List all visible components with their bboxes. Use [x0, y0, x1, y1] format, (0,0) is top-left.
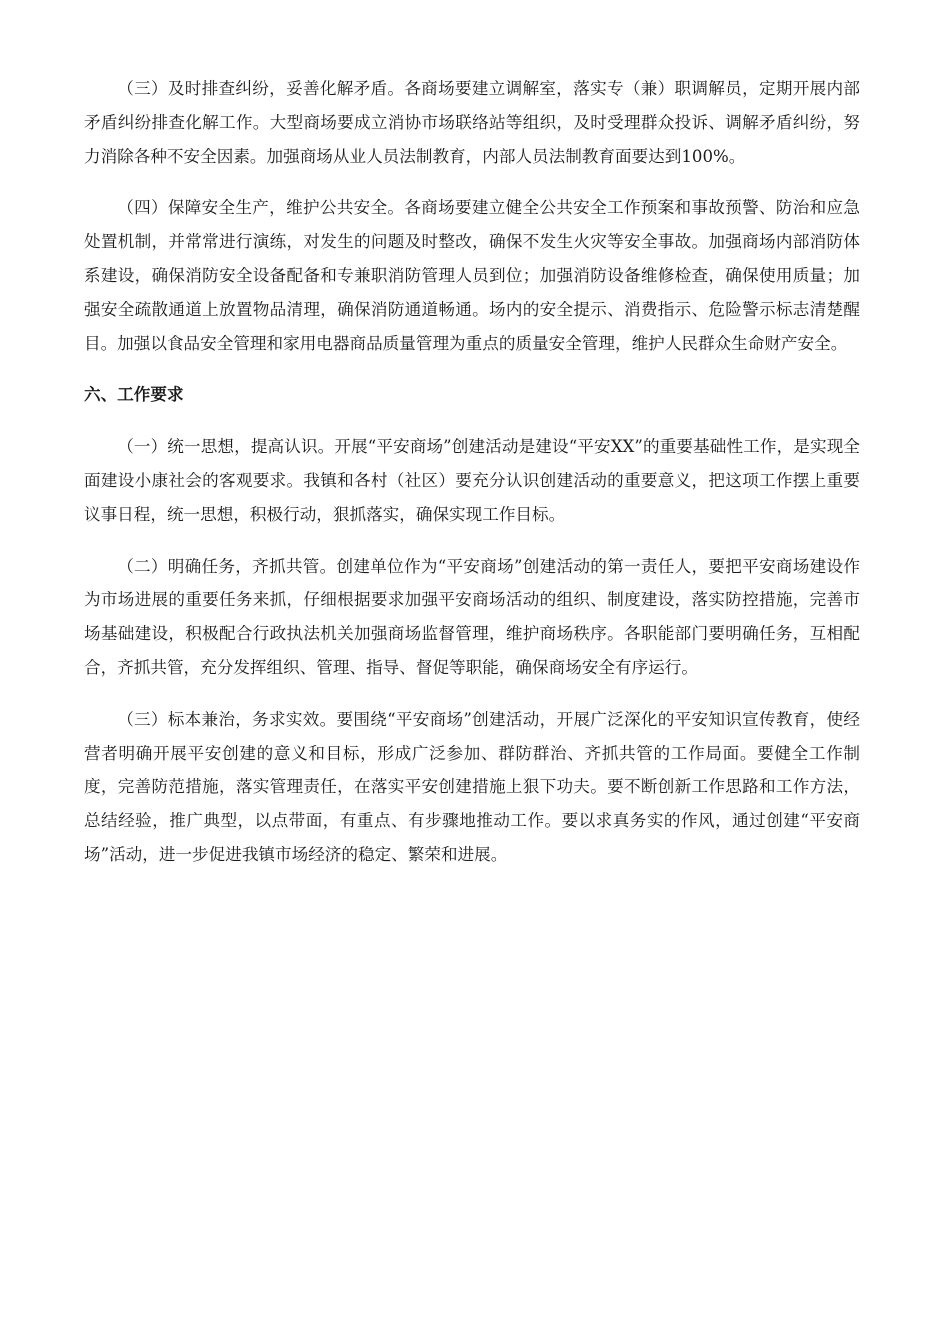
section-heading-work-requirements: 六、工作要求: [84, 385, 184, 405]
document-page: [84, 72, 860, 890]
paragraph-dispute-resolution: （三）及时排查纠纷，妥善化解矛盾。各商场要建立调解室，落实专（兼）职调解员，定期开展内部矛盾纠纷排查化解工作。大型商场要成立消协市场联络站等组织，及时受理群众投诉、调解矛盾纠纷，努力消除各种不安全因素。加强商场从业人员法制教育，内部人员法制教育面要达到100%。: [84, 79, 860, 166]
paragraph-clarify-tasks: （二）明确任务，齐抓共管。创建单位作为“平安商场”创建活动的第一责任人，要把平安商场建设作为市场进展的重要任务来抓，仔细根据要求加强平安商场活动的组织、制度建设，落实防控措施，完善市场基础建设，积极配合行政执法机关加强商场监督管理，维护商场秩序。各职能部门要明确任务，互相配合，齐抓共管，充分发挥组织、管理、指导、督促等职能，确保商场安全有序运行。: [84, 556, 860, 677]
paragraph-address-root-causes: （三）标本兼治，务求实效。要围绕“平安商场”创建活动，开展广泛深化的平安知识宣传教育，使经营者明确开展平安创建的意义和目标，形成广泛参加、群防群治、齐抓共管的工作局面。要健全工作制度，完善防范措施，落实管理责任，在落实平安创建措施上狠下功夫。要不断创新工作思路和工作方法，总结经验，推广典型，以点带面，有重点、有步骤地推动工作。要以求真务实的作风，通过创建“平安商场”活动，进一步促进我镇市场经济的稳定、繁荣和进展。: [84, 709, 860, 864]
paragraph-unify-thinking: （一）统一思想，提高认识。开展“平安商场”创建活动是建设“平安XX”的重要基础性工作，是实现全面建设小康社会的客观要求。我镇和各村（社区）要充分认识创建活动的重要意义，把这项工作摆上重要议事日程，统一思想，积极行动，狠抓落实，确保实现工作目标。: [84, 437, 860, 524]
paragraph-production-safety: （四）保障安全生产，维护公共安全。各商场要建立健全公共安全工作预案和事故预警、防治和应急处置机制，并常常进行演练，对发生的问题及时整改，确保不发生火灾等安全事故。加强商场内部消防体系建设，确保消防安全设备配备和专兼职消防管理人员到位；加强消防设备维修检查，确保使用质量；加强安全疏散通道上放置物品清理，确保消防通道畅通。场内的安全提示、消费指示、危险警示标志清楚醒目。加强以食品安全管理和家用电器商品质量管理为重点的质量安全管理，维护人民群众生命财产安全。: [84, 198, 860, 353]
